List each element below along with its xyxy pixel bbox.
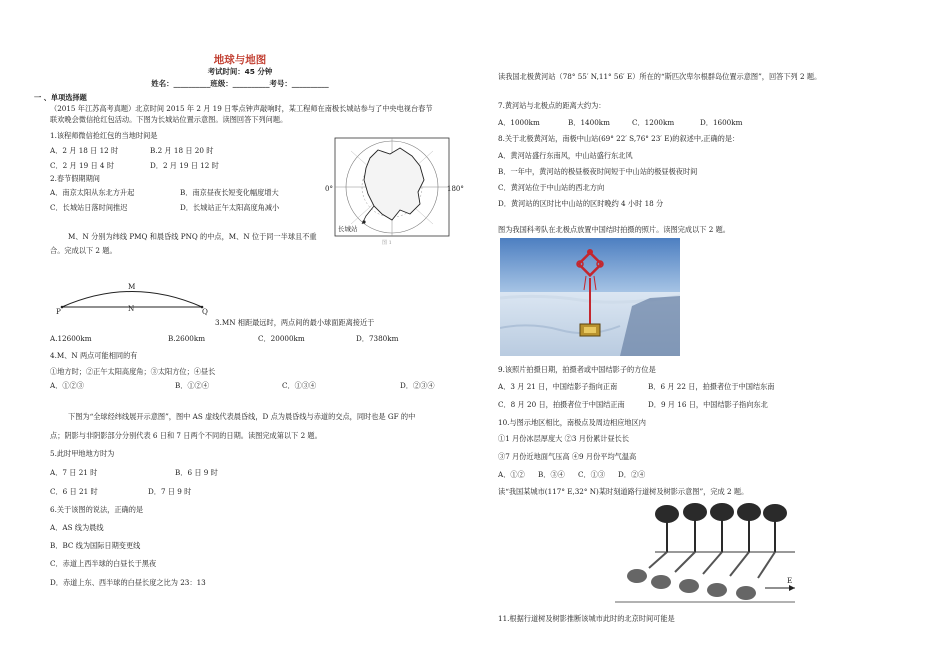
q6-stem: 6.关于该图的说法，正确的是 (50, 505, 144, 514)
q4-option-a: A．①②③ (50, 381, 84, 390)
q6-option-b: B．BC 线为国际日期变更线 (50, 541, 141, 550)
q7-stem: 7.黄河站与北极点的距离大约为： (498, 101, 606, 110)
q4-items: ①地方时；②正午太阳高度角；③太阳方位；④昼长 (50, 367, 216, 376)
q10-items1: ①1 月份冰层厚度大 ②3 月份累计昼长长 (498, 434, 630, 443)
q9-option-d: D．9 月 16 日，中国结影子指向东北 (648, 400, 768, 409)
q4-stem: 4.M、N 两点可能相同的有 (50, 351, 138, 360)
q9-option-b: B．6 月 22 日，拍摄者位于中国结东南 (648, 382, 775, 391)
q6-option-a: A．AS 线为晨线 (50, 523, 104, 532)
q7-option-a: A．1000km (498, 118, 540, 127)
q2-option-d: D．长城站正午太阳高度角减小 (180, 203, 280, 212)
q8-stem: 8.关于北极黄河站，南极中山站(69° 22′ S,76° 23′ E)的叙述中,正确的是： (498, 134, 740, 143)
q7-option-b: B．1400km (568, 118, 610, 127)
right-intro1: 读我国北极黄河站（78° 55′ N,11° 56′ E）所在的“斯匹次卑尔根群岛位置示意图”，回答下列 2 题。 (498, 72, 822, 81)
q3-option-a: A.12600km (50, 334, 92, 343)
q5-option-c: C．6 日 21 时 (50, 487, 98, 496)
q10-option-b: B．③④ (538, 470, 565, 479)
q1-option-b: B.2 月 18 日 20 时 (150, 146, 214, 155)
point-q: Q (202, 307, 208, 316)
east-arrow-label: E (787, 576, 793, 585)
q10-option-a: A．①② (498, 470, 525, 479)
north-pole-photo (500, 238, 680, 356)
map-label-0deg: 0° (325, 185, 333, 193)
q3-option-c: C．20000km (258, 334, 305, 343)
intro2-line2: 合。完成以下 2 题。 (50, 246, 117, 255)
q11-stem: 11.根据行道树及树影推断该城市此时的北京时间可能是 (498, 614, 675, 623)
q5-stem: 5.此时甲地地方时为 (50, 449, 115, 458)
section-heading: 一 、单项选择题 (34, 93, 87, 102)
q10-items2: ③7 月份近地面气压高 ④9 月份平均气温高 (498, 452, 637, 461)
map-station-label: 长城站 (338, 225, 358, 233)
q4-option-b: B．①②④ (175, 381, 210, 390)
q1-stem: 1.该程师微信抢红包的当地时间是 (50, 131, 158, 140)
exam-time: 考试时间：45 分钟 (207, 67, 273, 76)
right-intro3: 读“我国某城市(117° E,32° N)某时刻道路行道树及树影示意图”，完成 2 题。 (498, 487, 749, 496)
q1-option-d: D．2 月 19 日 12 时 (150, 161, 219, 170)
intro1-line2: 联欢晚会微信抢红包活动。下图为长城站位置示意图。读图回答下列问题。 (50, 115, 288, 124)
q9-option-c: C．8 月 20 日，拍摄者位于中国结正南 (498, 400, 625, 409)
q10-stem: 10.与图示地区相比，南极点及周边相应地区内 (498, 418, 646, 427)
q2-option-c: C．长城站日落时间推迟 (50, 203, 128, 212)
q3-option-b: B.2600km (168, 334, 206, 343)
q8-option-b: B．一年中，黄河站的极昼极夜时间短于中山站的极昼极夜时间 (498, 167, 698, 176)
q4-option-d: D．②③④ (400, 381, 435, 390)
point-m: M (128, 282, 136, 291)
q3-stem: 3.MN 相距最远时，两点间的最小球面距离接近于 (215, 318, 375, 327)
q10-option-d: D．②④ (618, 470, 646, 479)
page-title: 地球与地图 (213, 54, 267, 66)
q8-option-a: A．黄河站盛行东南风，中山站盛行东北风 (498, 151, 633, 160)
student-info-line: 姓名：__________班级：__________考号：__________ (151, 79, 329, 88)
point-p: P (56, 307, 61, 316)
q10-option-c: C．①③ (578, 470, 606, 479)
intro3-line1: 下图为“全球经纬线展开示意图”，图中 AS 虚线代表晨昏线，D 点为晨昏线与赤道的交点，同时也是 GF 的中 (68, 412, 416, 421)
q5-option-b: B．6 日 9 时 (175, 468, 218, 477)
map-label-180deg: 180° (447, 185, 464, 193)
polar-map-figure (320, 136, 480, 246)
q8-option-d: D．黄河站的区时比中山站的区时晚约 4 小时 18 分 (498, 199, 664, 208)
point-n: N (128, 304, 135, 313)
intro2-line1: M、N 分别为纬线 PMQ 和晨昏线 PNQ 的中点，M、N 位于同一半球且不重 (68, 232, 317, 241)
q6-option-d: D．赤道上东、西半球的白昼长度之比为 23：13 (50, 578, 206, 587)
intro1-line1: （2015 年江苏高考真题）北京时间 2015 年 2 月 19 日零点钟声敲响时，某工程师在南极长城站参与了中央电视台春节 (50, 104, 433, 113)
trees-shadow-figure (615, 502, 805, 610)
q3-option-d: D．7380km (356, 334, 399, 343)
q2-option-a: A．南京太阳从东北方升起 (50, 188, 135, 197)
q1-option-a: A．2 月 18 日 12 时 (50, 146, 119, 155)
q7-option-c: C．1200km (632, 118, 675, 127)
q2-stem: 2.春节假期期间 (50, 174, 100, 183)
map-caption: 图 1 (382, 240, 392, 246)
station-marker (362, 220, 365, 223)
q5-option-a: A．7 日 21 时 (50, 468, 98, 477)
q1-option-c: C．2 月 19 日 4 时 (50, 161, 114, 170)
q5-option-d: D．7 日 9 时 (148, 487, 192, 496)
q9-stem: 9.该照片拍摄日期，拍摄者或中国结影子的方位是 (498, 365, 656, 374)
q7-option-d: D．1600km (700, 118, 743, 127)
intro3-line2: 点；阴影与非阴影部分分别代表 6 日和 7 日两个不同的日期。读图完成第以下 2 题。 (50, 431, 322, 440)
q2-option-b: B．南京昼夜长短变化幅度增大 (180, 188, 279, 197)
q4-option-c: C．①③④ (282, 381, 317, 390)
q6-option-c: C．赤道上西半球的白昼长于黑夜 (50, 559, 157, 568)
arc-figure (52, 280, 212, 318)
q9-option-a: A．3 月 21 日，中国结影子指向正南 (498, 382, 618, 391)
q8-option-c: C．黄河站位于中山站的西北方向 (498, 183, 605, 192)
right-intro2: 图为我国科考队在北极点放置中国结时拍摄的照片。读图完成以下 2 题。 (498, 225, 730, 234)
